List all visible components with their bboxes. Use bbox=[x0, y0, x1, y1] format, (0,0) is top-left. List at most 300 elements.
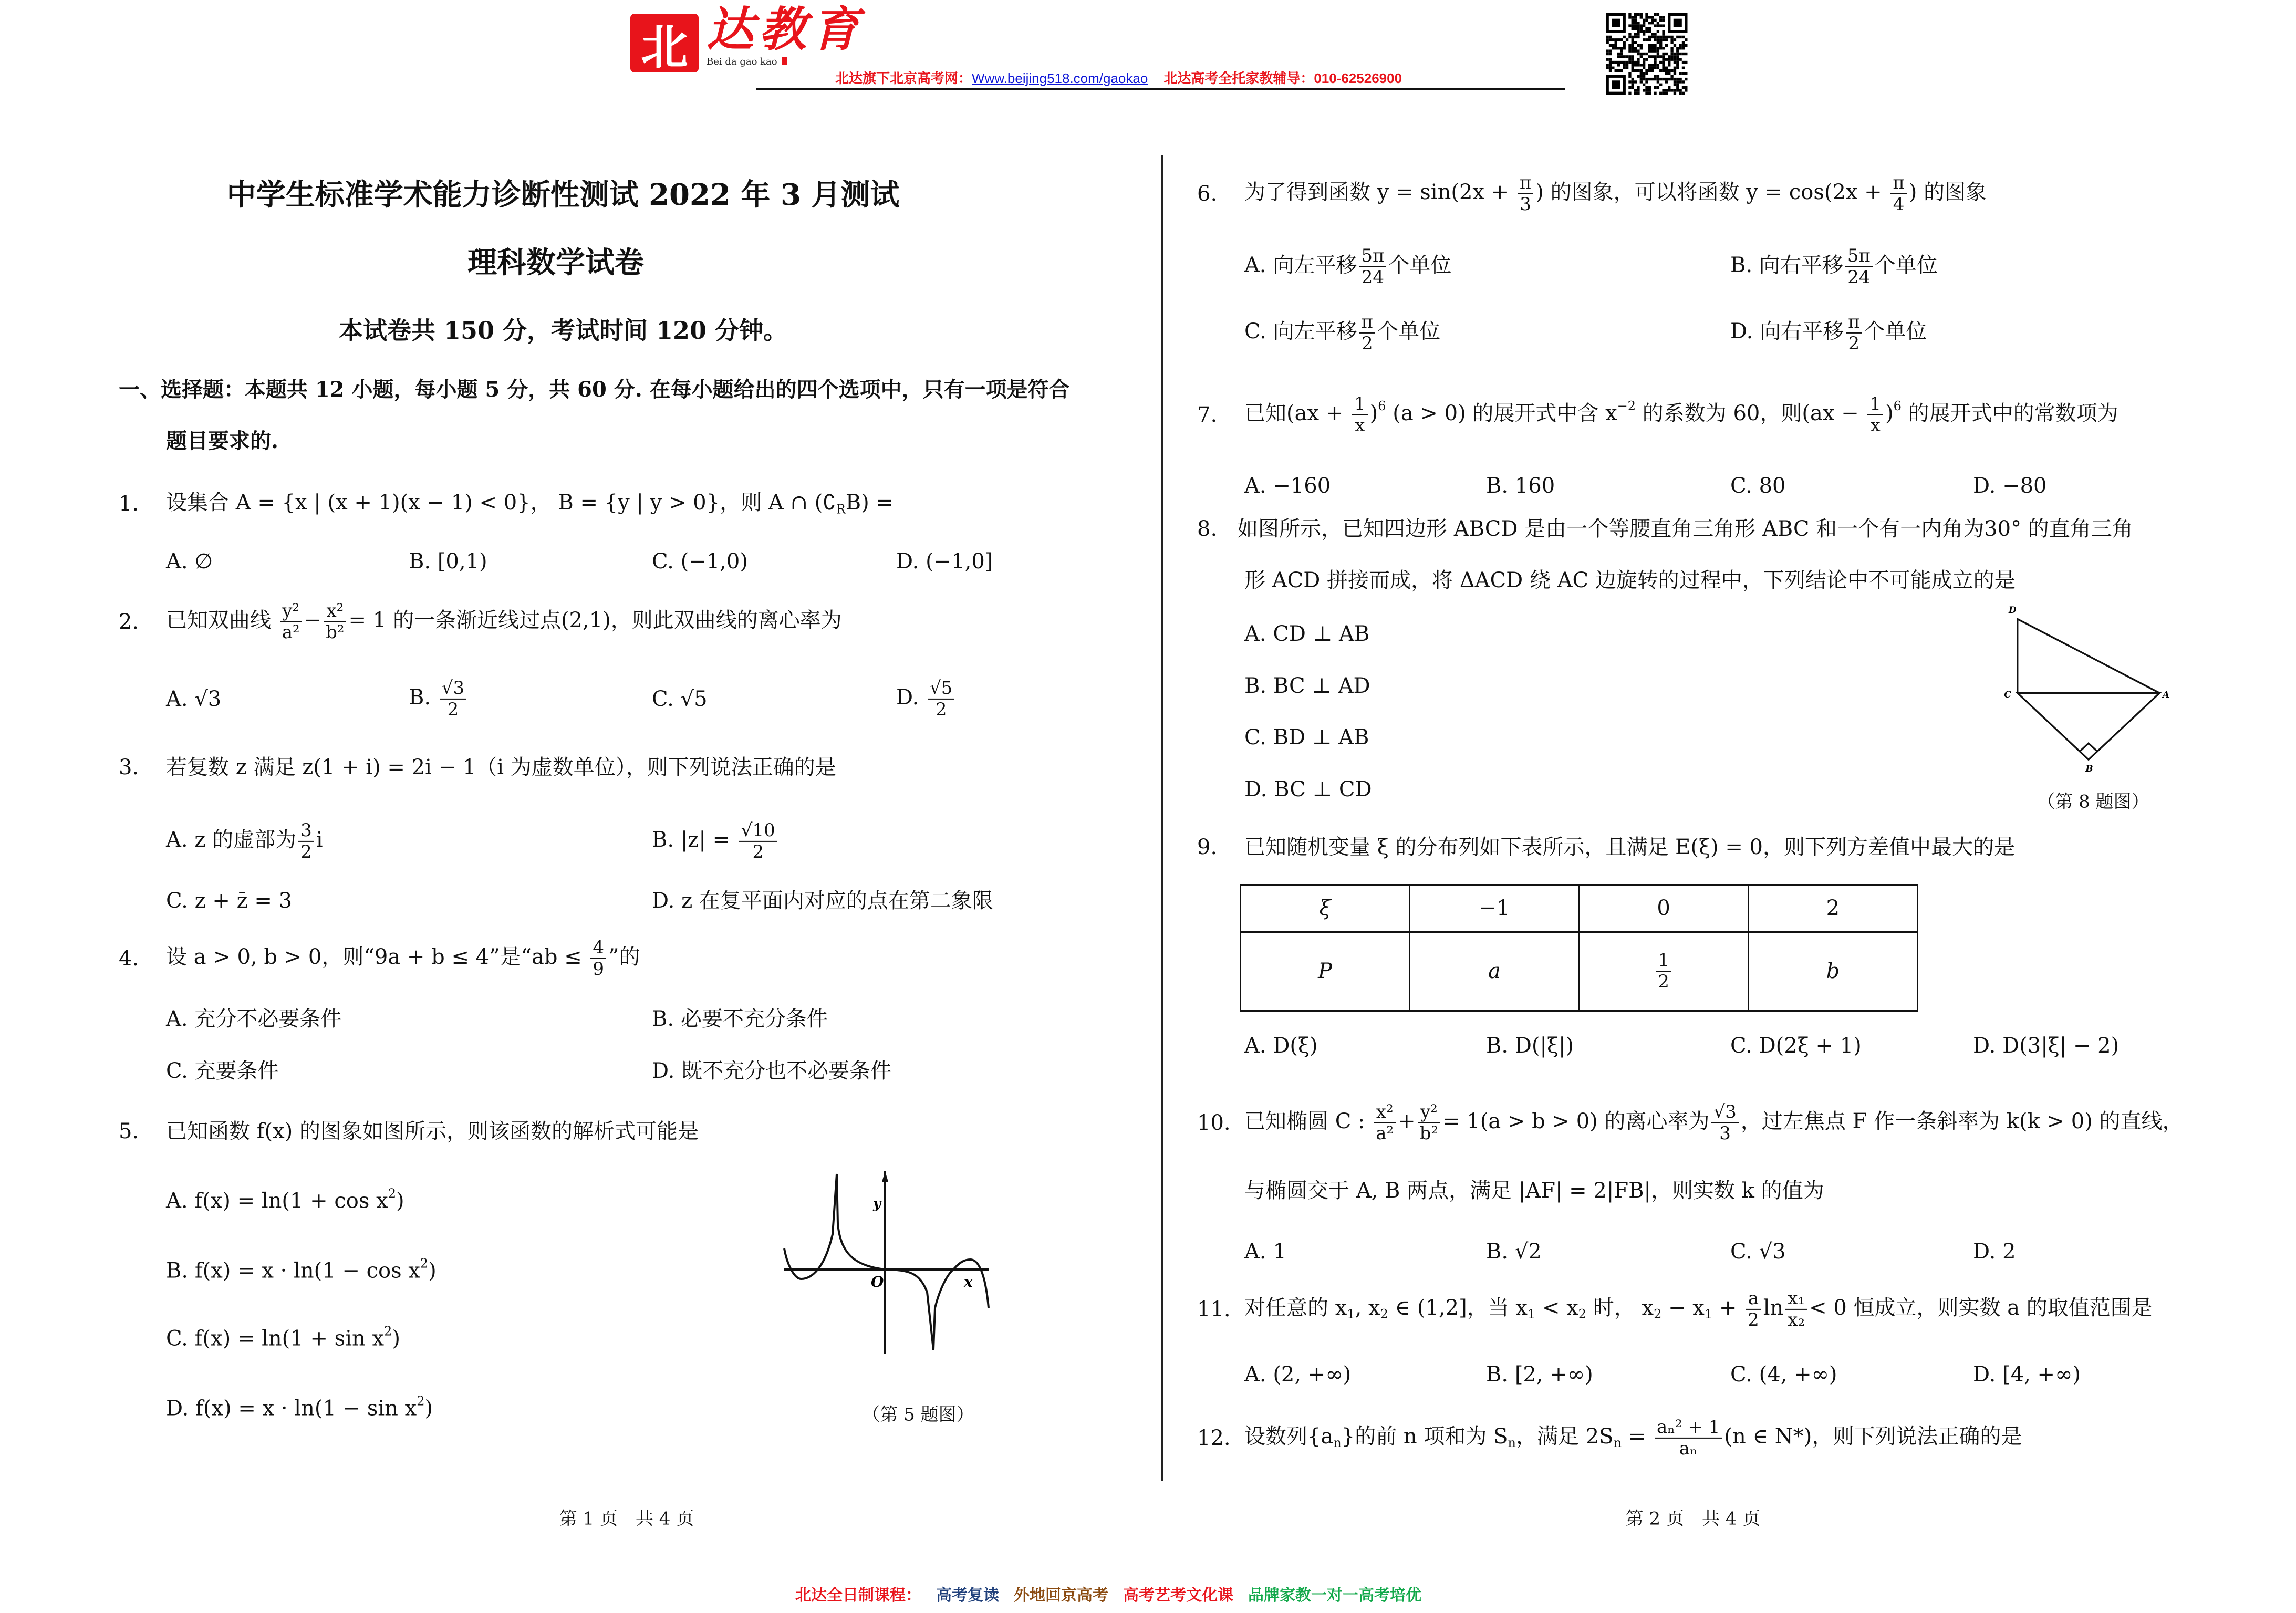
superscript: 2 bbox=[384, 1324, 392, 1339]
promo-item: 外地回京高考 bbox=[1014, 1587, 1108, 1604]
denominator: 24 bbox=[1847, 267, 1871, 288]
fraction bbox=[440, 678, 466, 720]
text-run: 为了得到函数 y = sin(2x + bbox=[1244, 180, 1515, 204]
superscript: 6 bbox=[1378, 398, 1386, 413]
subscript: 1 bbox=[1347, 1307, 1355, 1322]
text-run: 如图所示，已知四边形 ABCD 是由一个等腰直角三角形 ABC 和一个有一内角为30° 的直角三角 bbox=[1237, 517, 2133, 541]
numerator: 1 bbox=[1656, 950, 1671, 972]
text-run: C. √3 bbox=[1730, 1240, 1786, 1264]
text-run: 个单位 bbox=[1388, 253, 1452, 277]
denominator: 3 bbox=[1520, 194, 1531, 215]
text-run: ) bbox=[424, 1396, 433, 1421]
text-run: ) bbox=[428, 1258, 437, 1283]
q2-option-c bbox=[652, 688, 708, 711]
text-run: = bbox=[1622, 1424, 1653, 1449]
text-run: = 1 的一条渐近线过点(2,1)，则此双曲线的离心率为 bbox=[348, 608, 842, 632]
q8-option-b bbox=[1244, 674, 1370, 698]
text-run: B. [2, +∞) bbox=[1486, 1362, 1593, 1387]
fraction bbox=[739, 820, 777, 862]
text-run: C. BD ⊥ AB bbox=[1244, 725, 1369, 750]
q6-option-d bbox=[1730, 312, 1927, 354]
website-link[interactable]: Www.beijing518.com/gaokao bbox=[972, 70, 1148, 86]
promo-item: 品牌家教一对一高考培优 bbox=[1248, 1587, 1421, 1604]
numerator: x₁ bbox=[1785, 1288, 1807, 1310]
text-run: 已知椭圆 C : bbox=[1244, 1109, 1372, 1133]
text-run: 已知(ax + bbox=[1244, 401, 1350, 425]
text-run: 时， x bbox=[1586, 1296, 1654, 1320]
distribution-table bbox=[1240, 884, 1918, 1012]
vertex-c: C bbox=[2004, 689, 2011, 700]
numerator: 3 bbox=[298, 820, 314, 842]
denominator: 2 bbox=[1748, 1309, 1759, 1330]
q9-option-b bbox=[1486, 1034, 1574, 1057]
text-run: C. f(x) = ln(1 + sin x bbox=[166, 1326, 385, 1351]
q3-option-b bbox=[652, 820, 780, 862]
curve-left bbox=[784, 1174, 885, 1279]
q4-option-a bbox=[166, 1007, 341, 1031]
fraction bbox=[324, 601, 346, 643]
text-run: (n ∈ N*)，则下列说法正确的是 bbox=[1724, 1424, 2022, 1449]
superscript: 2 bbox=[388, 1186, 396, 1201]
brand-pinyin bbox=[707, 57, 787, 67]
figure-5-caption: （第 5 题图） bbox=[862, 1404, 974, 1425]
text-run: < 0 恒成立，则实数 a 的取值范围是 bbox=[1809, 1296, 2153, 1320]
fraction bbox=[1352, 394, 1368, 436]
text-run: 对任意的 x bbox=[1244, 1296, 1347, 1320]
brand-logo bbox=[630, 14, 699, 75]
brand-pinyin-text: Bei da gao kao bbox=[707, 56, 777, 67]
question-number: 8. bbox=[1197, 517, 1218, 541]
q1-option-d bbox=[896, 550, 993, 573]
text-run: A. 1 bbox=[1244, 1240, 1286, 1264]
text-run: ) 的图象，可以将函数 y = cos(2x + bbox=[1535, 180, 1889, 204]
q1-option-a bbox=[166, 550, 213, 573]
q5-option-a bbox=[166, 1187, 404, 1212]
text-run: C. 充要条件 bbox=[166, 1059, 279, 1083]
text-run: D. 2 bbox=[1973, 1240, 2016, 1264]
text-run: A. −160 bbox=[1244, 474, 1331, 498]
text-run: D. 向右平移 bbox=[1730, 319, 1844, 344]
denominator: aₙ bbox=[1679, 1438, 1698, 1459]
q10-option-b bbox=[1486, 1240, 1542, 1263]
denominator: 4 bbox=[1893, 194, 1905, 215]
q9-option-c bbox=[1730, 1034, 1862, 1057]
text-run: ) bbox=[396, 1189, 404, 1213]
text-run: = 1(a > b > 0) 的离心率为 bbox=[1442, 1109, 1710, 1133]
text-run: A. 充分不必要条件 bbox=[166, 1007, 342, 1031]
text-run: 设数列{a bbox=[1244, 1424, 1334, 1449]
fraction bbox=[590, 938, 606, 980]
fraction bbox=[1518, 173, 1533, 215]
fraction bbox=[1867, 394, 1883, 436]
q7-option-a bbox=[1244, 474, 1331, 497]
vertex-b: B bbox=[2085, 763, 2093, 774]
q4-option-b bbox=[652, 1007, 828, 1031]
text-run: D. BC ⊥ CD bbox=[1244, 777, 1372, 802]
text-run: 的展开式中的常数项为 bbox=[1901, 401, 2118, 425]
numerator: √3 bbox=[440, 678, 466, 700]
tagline-suffix: 北达高考全托家教辅导：010-62526900 bbox=[1163, 70, 1402, 86]
denominator: 2 bbox=[300, 841, 312, 862]
right-angle-mark bbox=[2080, 743, 2097, 752]
text-run: D. f(x) = x · ln(1 − sin x bbox=[166, 1396, 417, 1421]
y-axis-arrow bbox=[882, 1171, 888, 1182]
text-run: ) bbox=[1369, 401, 1378, 425]
text-run: B. 向右平移 bbox=[1730, 253, 1843, 277]
text-run: 设集合 A = {x | (x + 1)(x − 1) < 0}， B = {y | y > 0}，则 A ∩ (∁ bbox=[166, 491, 836, 515]
text-run: i bbox=[316, 828, 323, 852]
subscript: n bbox=[1333, 1435, 1342, 1451]
text-run: 个单位 bbox=[1874, 253, 1938, 277]
q2-option-a bbox=[166, 688, 221, 711]
fraction bbox=[1359, 312, 1375, 354]
question-number: 10. bbox=[1197, 1111, 1231, 1135]
text-run: + bbox=[1398, 1109, 1416, 1133]
promo-item: 北达全日制课程： bbox=[795, 1587, 921, 1604]
superscript: 2 bbox=[420, 1256, 429, 1271]
numerator: π bbox=[1846, 312, 1862, 334]
question-6-text bbox=[1244, 173, 1987, 215]
text-run: 已知函数 f(x) 的图象如图所示，则该函数的解析式可能是 bbox=[166, 1119, 699, 1143]
fraction bbox=[1845, 246, 1873, 288]
fraction bbox=[1746, 1288, 1761, 1330]
text-run: A. (2, +∞) bbox=[1244, 1362, 1352, 1387]
question-number: 9. bbox=[1197, 835, 1218, 859]
denominator: a² bbox=[282, 622, 300, 643]
text-run: 若复数 z 满足 z(1 + i) = 2i − 1（i 为虚数单位），则下列说法正确的是 bbox=[166, 755, 836, 779]
q11-option-d bbox=[1973, 1363, 2081, 1386]
text-run: ln bbox=[1763, 1296, 1784, 1320]
promo-footer bbox=[795, 1582, 1436, 1605]
numerator: √3 bbox=[1711, 1102, 1738, 1123]
text-run: ∈ (1,2]，当 x bbox=[1388, 1296, 1528, 1320]
text-run: B. [0,1) bbox=[409, 549, 487, 574]
question-number: 1. bbox=[119, 492, 139, 516]
text-run: ) bbox=[392, 1326, 400, 1351]
text-run: A. z 的虚部为 bbox=[166, 828, 297, 852]
question-4-text bbox=[166, 938, 640, 980]
numerator: √10 bbox=[739, 820, 777, 842]
text-run: 个单位 bbox=[1377, 319, 1440, 344]
table-cell: P bbox=[1241, 932, 1410, 1011]
text-run: D. (−1,0] bbox=[896, 549, 993, 574]
denominator: 2 bbox=[935, 699, 947, 720]
question-11-text bbox=[1244, 1288, 2153, 1330]
text-run: B. 160 bbox=[1486, 474, 1555, 498]
function-graph-figure bbox=[762, 1156, 1077, 1387]
table-row bbox=[1241, 885, 1918, 932]
question-3-text bbox=[166, 756, 836, 779]
table-cell bbox=[1579, 932, 1748, 1011]
promo-item: 高考复读 bbox=[936, 1587, 999, 1604]
denominator: 24 bbox=[1361, 267, 1384, 288]
promo-item: 高考艺考文化课 bbox=[1123, 1587, 1233, 1604]
question-number: 11. bbox=[1197, 1297, 1231, 1321]
text-run: B. |z| = bbox=[652, 828, 737, 852]
curve-right bbox=[885, 1260, 989, 1350]
text-run: C. (4, +∞) bbox=[1730, 1362, 1837, 1387]
q11-option-c bbox=[1730, 1363, 1837, 1386]
q3-option-d bbox=[652, 889, 993, 912]
question-number: 3. bbox=[119, 755, 139, 779]
superscript: 2 bbox=[417, 1393, 425, 1409]
numerator: 5π bbox=[1359, 246, 1386, 267]
fraction bbox=[1418, 1102, 1440, 1144]
question-9-text bbox=[1244, 836, 2015, 859]
subscript: 1 bbox=[1704, 1307, 1713, 1322]
question-7-text bbox=[1244, 394, 2118, 436]
text-run: 已知随机变量 ξ 的分布列如下表所示，且满足 E(ξ) = 0，则下列方差值中最大的是 bbox=[1244, 835, 2016, 859]
text-run: C. z + z̄ = 3 bbox=[166, 889, 293, 913]
question-10-text bbox=[1244, 1102, 2183, 1144]
section-heading-cont: 题目要求的. bbox=[166, 429, 278, 453]
tagline-prefix: 北达旗下北京高考网： bbox=[835, 70, 972, 86]
numerator: aₙ² + 1 bbox=[1655, 1417, 1722, 1439]
fraction bbox=[1711, 1102, 1738, 1144]
denominator: 9 bbox=[593, 959, 605, 980]
text-run: A. f(x) = ln(1 + cos x bbox=[166, 1189, 388, 1213]
table-cell: ξ bbox=[1241, 885, 1410, 932]
numerator: 5π bbox=[1845, 246, 1873, 267]
fraction bbox=[1890, 173, 1906, 215]
denominator: 2 bbox=[1658, 971, 1669, 993]
text-run: ，过左焦点 F 作一条斜率为 k(k > 0) 的直线， bbox=[1740, 1109, 2184, 1133]
q8-option-d bbox=[1244, 778, 1372, 801]
denominator: 3 bbox=[1719, 1123, 1731, 1144]
page-number-left: 第 1 页 共 4 页 bbox=[559, 1508, 694, 1529]
text-run: 个单位 bbox=[1864, 319, 1927, 344]
text-run: C. √5 bbox=[652, 687, 708, 711]
text-run: D. −80 bbox=[1973, 474, 2047, 498]
question-number: 5. bbox=[119, 1119, 139, 1143]
subscript: 2 bbox=[1380, 1307, 1388, 1322]
axis-label-x: x bbox=[964, 1273, 973, 1291]
q6-option-b bbox=[1730, 246, 1938, 288]
qr-code-icon bbox=[1605, 13, 1689, 95]
q9-option-d bbox=[1973, 1034, 2119, 1057]
question-1-text bbox=[166, 491, 894, 516]
superscript: 6 bbox=[1893, 398, 1902, 413]
vertex-d: D bbox=[2008, 605, 2017, 616]
q10-option-c bbox=[1730, 1240, 1786, 1263]
question-8-text bbox=[1237, 517, 2133, 540]
text-run: C. 80 bbox=[1730, 474, 1786, 498]
text-run: (a > 0) 的展开式中含 x bbox=[1386, 401, 1617, 425]
origin-label: O bbox=[871, 1273, 884, 1291]
text-run: B. √2 bbox=[1486, 1240, 1542, 1264]
question-number: 7. bbox=[1197, 403, 1218, 427]
text-run: B) = bbox=[845, 491, 894, 515]
fraction bbox=[928, 678, 954, 720]
fraction bbox=[1656, 950, 1671, 992]
subscript: R bbox=[836, 502, 846, 517]
logo-char: 北 bbox=[641, 19, 688, 75]
q2-option-b bbox=[409, 678, 469, 720]
numerator: x² bbox=[324, 601, 346, 622]
numerator: √5 bbox=[928, 678, 954, 700]
table-cell: −1 bbox=[1410, 885, 1579, 932]
q11-option-a bbox=[1244, 1363, 1351, 1386]
q7-option-d bbox=[1973, 474, 2047, 497]
fraction bbox=[280, 601, 302, 643]
text-run: ) bbox=[1885, 401, 1894, 425]
text-run: B. D(|ξ|) bbox=[1486, 1034, 1574, 1058]
text-run: 的系数为 60，则(ax − bbox=[1636, 401, 1866, 425]
fraction bbox=[1374, 1102, 1396, 1144]
fraction bbox=[1846, 312, 1862, 354]
denominator: x₂ bbox=[1788, 1309, 1805, 1330]
text-run: , x bbox=[1355, 1296, 1380, 1320]
denominator: 2 bbox=[1361, 333, 1373, 354]
text-run: ，满足 2S bbox=[1516, 1424, 1614, 1449]
text-run: < x bbox=[1535, 1296, 1578, 1320]
exam-title: 中学生标准学术能力诊断性测试 2022 年 3 月测试 bbox=[226, 178, 900, 212]
fraction bbox=[298, 820, 314, 862]
numerator: x² bbox=[1374, 1102, 1396, 1123]
triangle-acd bbox=[2018, 619, 2160, 693]
table-cell: 0 bbox=[1579, 885, 1748, 932]
superscript: −2 bbox=[1617, 398, 1636, 413]
text-run: D. z 在复平面内对应的点在第二象限 bbox=[652, 889, 993, 913]
q10-option-a bbox=[1244, 1240, 1286, 1263]
subscript: 2 bbox=[1654, 1307, 1662, 1322]
numerator: y² bbox=[1418, 1102, 1440, 1123]
text-run: A. ∅ bbox=[166, 549, 213, 574]
text-run: D. [4, +∞) bbox=[1973, 1362, 2081, 1387]
numerator: π bbox=[1518, 173, 1533, 194]
q4-option-c bbox=[166, 1059, 279, 1083]
header-tagline bbox=[835, 70, 1402, 86]
text-run: B. bbox=[409, 685, 438, 710]
text-run: ) 的图象 bbox=[1908, 180, 1987, 204]
subscript: 2 bbox=[1578, 1307, 1587, 1322]
fraction bbox=[1655, 1417, 1722, 1459]
numerator: π bbox=[1890, 173, 1906, 194]
numerator: 1 bbox=[1867, 394, 1883, 415]
subscript: n bbox=[1508, 1435, 1516, 1451]
fraction bbox=[1785, 1288, 1807, 1330]
question-10-text-cont bbox=[1244, 1179, 1824, 1202]
text-run: D. D(3|ξ| − 2) bbox=[1973, 1034, 2120, 1058]
text-run: − x bbox=[1661, 1296, 1705, 1320]
numerator: y² bbox=[280, 601, 302, 622]
denominator: 2 bbox=[1848, 333, 1860, 354]
numerator: a bbox=[1746, 1288, 1761, 1310]
text-run: ”的 bbox=[608, 945, 640, 969]
question-number: 6. bbox=[1197, 182, 1218, 206]
question-number: 2. bbox=[119, 610, 139, 634]
text-run: D. 既不充分也不必要条件 bbox=[652, 1059, 892, 1083]
q5-option-d bbox=[166, 1394, 433, 1420]
q10-option-d bbox=[1973, 1240, 2016, 1263]
q1-option-c bbox=[652, 550, 748, 573]
text-run: 与椭圆交于 A, B 两点，满足 |AF| = 2|FB|，则实数 k 的值为 bbox=[1244, 1179, 1824, 1203]
text-run: A. 向左平移 bbox=[1244, 253, 1357, 277]
subscript: 1 bbox=[1527, 1307, 1536, 1322]
text-run: B. f(x) = x · ln(1 − cos x bbox=[166, 1258, 420, 1283]
q5-option-b bbox=[166, 1256, 437, 1282]
q8-option-a bbox=[1244, 622, 1369, 646]
denominator: 2 bbox=[447, 699, 459, 720]
text-run: B. BC ⊥ AD bbox=[1244, 674, 1370, 698]
exam-info: 本试卷共 150 分，考试时间 120 分钟。 bbox=[338, 316, 788, 345]
q7-option-c bbox=[1730, 474, 1786, 497]
triangle-abc bbox=[2018, 693, 2160, 759]
text-run: A. √3 bbox=[166, 687, 222, 711]
text-run: A. CD ⊥ AB bbox=[1244, 622, 1370, 646]
exam-subtitle: 理科数学试卷 bbox=[467, 245, 644, 280]
q6-option-a bbox=[1244, 246, 1451, 288]
q4-option-d bbox=[652, 1059, 891, 1083]
numerator: 4 bbox=[590, 938, 606, 959]
numerator: π bbox=[1359, 312, 1375, 334]
text-run: 设 a > 0, b > 0，则“9a + b ≤ 4”是“ab ≤ bbox=[166, 945, 589, 969]
q1-option-b bbox=[409, 550, 487, 573]
text-run: C. D(2ξ + 1) bbox=[1730, 1034, 1862, 1058]
figure-8-caption: （第 8 题图） bbox=[2037, 791, 2149, 813]
q5-option-c bbox=[166, 1324, 400, 1350]
text-run: B. 必要不充分条件 bbox=[652, 1007, 828, 1031]
denominator: a² bbox=[1376, 1123, 1394, 1144]
denominator: b² bbox=[326, 622, 345, 643]
text-run: 已知双曲线 bbox=[166, 608, 278, 632]
question-number: 12. bbox=[1197, 1426, 1231, 1450]
q8-option-c bbox=[1244, 726, 1369, 749]
numerator: 1 bbox=[1352, 394, 1368, 415]
page-number-right: 第 2 页 共 4 页 bbox=[1625, 1508, 1761, 1529]
text-run: + bbox=[1712, 1296, 1744, 1320]
axis-label-y: y bbox=[873, 1196, 881, 1212]
denominator: x bbox=[1870, 415, 1881, 436]
text-run: C. 向左平移 bbox=[1244, 319, 1357, 344]
question-5-text bbox=[166, 1120, 699, 1143]
table-cell: 2 bbox=[1748, 885, 1917, 932]
q7-option-b bbox=[1486, 474, 1555, 497]
question-2-text bbox=[166, 601, 842, 643]
brand-name: 达教育 bbox=[707, 2, 864, 57]
quadrilateral-figure bbox=[1991, 594, 2186, 775]
denominator: x bbox=[1355, 415, 1365, 436]
q11-option-b bbox=[1486, 1363, 1593, 1386]
fraction bbox=[1359, 246, 1386, 288]
q2-option-d bbox=[896, 678, 957, 720]
text-run: D. bbox=[896, 685, 926, 710]
table-row bbox=[1241, 932, 1918, 1011]
question-8-text-cont bbox=[1244, 569, 2016, 592]
text-run: − bbox=[304, 608, 322, 632]
q3-option-a bbox=[166, 820, 323, 862]
denominator: 2 bbox=[752, 841, 764, 862]
question-12-text bbox=[1244, 1417, 2022, 1459]
text-run: 形 ACD 拼接而成，将 ΔACD 绕 AC 边旋转的过程中，下列结论中不可能成立的是 bbox=[1244, 568, 2016, 592]
header-rule bbox=[756, 88, 1565, 90]
text-run: }的前 n 项和为 S bbox=[1341, 1424, 1508, 1449]
q6-option-c bbox=[1244, 312, 1440, 354]
denominator: b² bbox=[1419, 1123, 1439, 1144]
q3-option-c bbox=[166, 889, 292, 912]
vertex-a: A bbox=[2162, 689, 2170, 700]
text-run: A. D(ξ) bbox=[1244, 1034, 1318, 1058]
logo-dot bbox=[782, 57, 787, 65]
q9-option-a bbox=[1244, 1034, 1318, 1057]
subscript: n bbox=[1613, 1435, 1622, 1451]
section-heading: 一、选择题：本题共 12 小题，每小题 5 分，共 60 分. 在每小题给出的四个选项中，只有一项是符合 bbox=[119, 377, 1070, 402]
table-cell: a bbox=[1410, 932, 1579, 1011]
column-divider bbox=[1161, 155, 1163, 1481]
table-cell: b bbox=[1748, 932, 1917, 1011]
question-number: 4. bbox=[119, 946, 139, 971]
text-run: C. (−1,0) bbox=[652, 549, 748, 574]
